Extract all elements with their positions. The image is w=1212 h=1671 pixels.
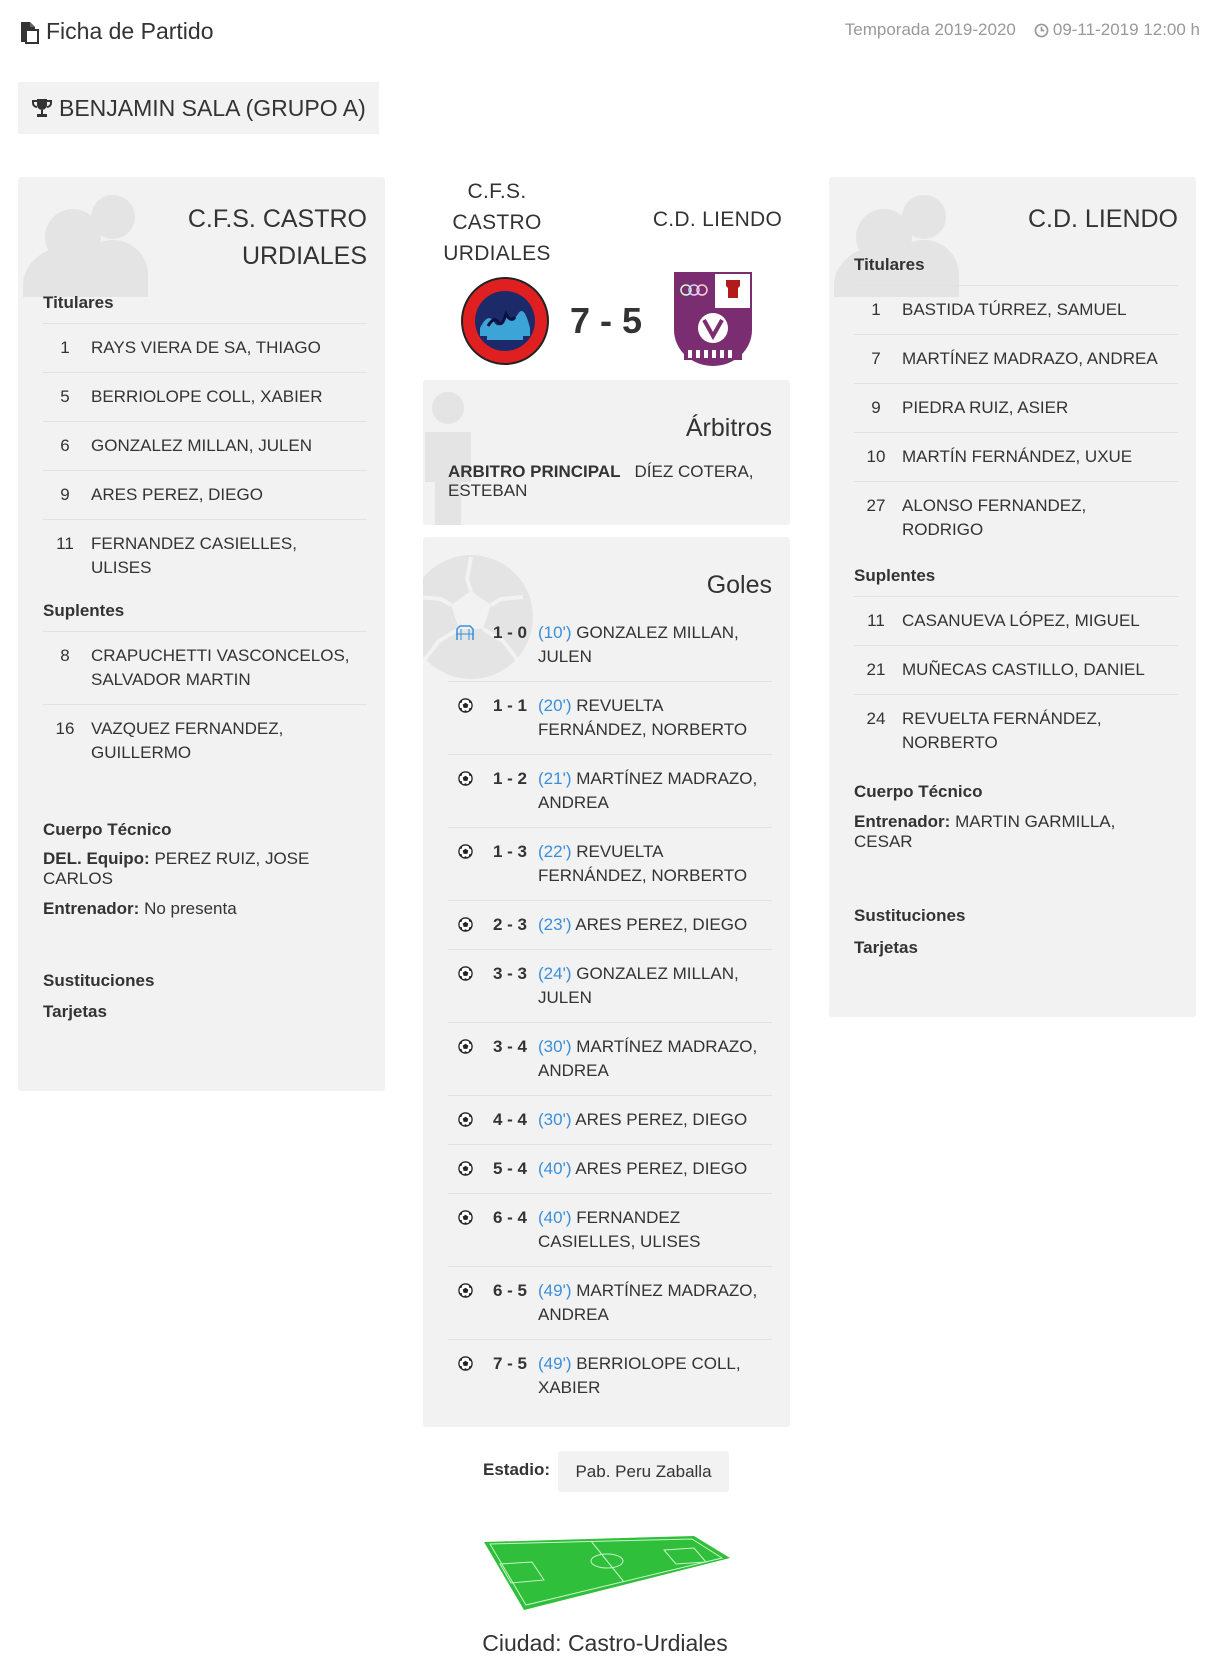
- goal-detail: [538, 1035, 772, 1083]
- home-team-panel: [18, 177, 385, 1091]
- player-name: ARES PEREZ, DIEGO: [91, 485, 263, 504]
- goal-minute: (30'): [538, 1110, 572, 1129]
- player-number: 11: [867, 611, 885, 630]
- page-title: [18, 18, 213, 45]
- goal-scorer: BERRIOLOPE COLL, XABIER: [538, 1354, 741, 1397]
- away-tarjetas-title: Tarjetas: [854, 938, 918, 957]
- goal-minute: (49'): [538, 1281, 572, 1300]
- goal-detail: [538, 1279, 772, 1327]
- goal-detail: [538, 1108, 772, 1132]
- player-number: 9: [871, 398, 881, 417]
- home-titulares-list: [43, 323, 367, 592]
- goal-row: [448, 1144, 772, 1193]
- ball-icon: [448, 1035, 482, 1083]
- competition-badge: [18, 82, 379, 134]
- goal-scorer: REVUELTA FERNÁNDEZ, NORBERTO: [538, 842, 748, 885]
- goal-score: 6 - 5: [492, 1281, 528, 1300]
- trophy-icon: [31, 97, 53, 119]
- goal-score: 1 - 1: [492, 696, 528, 715]
- match-meta: [845, 20, 1200, 40]
- futsal-goal-icon: [448, 621, 482, 669]
- goal-minute: (40'): [538, 1208, 572, 1227]
- stadium-name: Pab. Peru Zaballa: [558, 1451, 729, 1492]
- goal-detail: [538, 962, 772, 1010]
- city-label: Ciudad: Castro-Urdiales: [482, 1630, 728, 1656]
- goal-minute: (22'): [538, 842, 572, 861]
- player-name: MARTÍN FERNÁNDEZ, UXUE: [902, 447, 1133, 466]
- goal-scorer: REVUELTA FERNÁNDEZ, NORBERTO: [538, 696, 748, 739]
- stadium-label: Estadio:: [483, 1460, 551, 1479]
- player-number: 8: [60, 646, 70, 665]
- goal-row: [448, 949, 772, 1022]
- goal-score: 7 - 5: [492, 1354, 528, 1373]
- football-pitch-icon: [484, 1536, 730, 1610]
- season-label: Temporada 2019-2020: [844, 20, 1016, 39]
- goal-scorer: ARES PEREZ, DIEGO: [575, 1159, 748, 1178]
- player-number: 24: [866, 709, 886, 728]
- goal-detail: [538, 840, 772, 888]
- goal-scorer: MARTÍNEZ MADRAZO, ANDREA: [538, 769, 758, 812]
- player-row: [854, 285, 1178, 334]
- player-name: CASANUEVA LÓPEZ, MIGUEL: [902, 611, 1140, 630]
- home-team-name: C.F.S. CASTRO URDIALES: [187, 205, 367, 270]
- away-team-name: C.D. LIENDO: [1027, 205, 1178, 233]
- player-name: BERRIOLOPE COLL, XABIER: [91, 387, 323, 406]
- goal-scorer: FERNANDEZ CASIELLES, ULISES: [538, 1208, 701, 1251]
- player-name: REVUELTA FERNÁNDEZ, NORBERTO: [902, 709, 1102, 752]
- goal-detail: [538, 694, 772, 742]
- away-entrenador: Entrenador: MARTIN GARMILLA, CESAR: [854, 812, 1116, 851]
- player-number: 6: [60, 436, 70, 455]
- player-row: [43, 704, 367, 777]
- ball-icon: [448, 694, 482, 742]
- goal-score: 1 - 2: [492, 769, 528, 788]
- goal-row: [448, 900, 772, 949]
- goal-minute: (24'): [538, 964, 572, 983]
- goals-title: Goles: [706, 571, 772, 599]
- goal-row: [448, 1022, 772, 1095]
- player-number: 10: [866, 447, 886, 466]
- goal-detail: [538, 767, 772, 815]
- goal-detail: [538, 621, 772, 669]
- player-number: 21: [866, 660, 886, 679]
- player-row: [854, 383, 1178, 432]
- player-row: [43, 519, 367, 592]
- ball-icon: [448, 1279, 482, 1327]
- player-number: 1: [60, 338, 70, 357]
- player-name: MARTÍNEZ MADRAZO, ANDREA: [902, 349, 1158, 368]
- ball-icon: [448, 913, 482, 937]
- goal-detail: [538, 913, 772, 937]
- player-row: [43, 323, 367, 372]
- datetime-text: 09-11-2019 12:00 h: [1052, 20, 1200, 39]
- player-number: 5: [60, 387, 70, 406]
- home-suplentes-title: Suplentes: [43, 601, 125, 620]
- goal-minute: (10'): [538, 623, 572, 642]
- away-titulares-title: Titulares: [854, 255, 925, 274]
- home-crest-icon: [460, 276, 550, 366]
- home-entrenador: Entrenador: No presenta: [43, 899, 237, 918]
- player-row: [854, 694, 1178, 767]
- goal-scorer: MARTÍNEZ MADRAZO, ANDREA: [538, 1037, 758, 1080]
- goal-score: 1 - 3: [492, 842, 528, 861]
- home-cuerpo-title: Cuerpo Técnico: [43, 820, 172, 839]
- home-delegado: DEL. Equipo: PEREZ RUIZ, JOSE CARLOS: [43, 849, 310, 888]
- goal-minute: (30'): [538, 1037, 572, 1056]
- goals-panel: [423, 537, 790, 1427]
- player-name: MUÑECAS CASTILLO, DANIEL: [902, 660, 1145, 679]
- referee-principal: ARBITRO PRINCIPAL DÍEZ COTERA, ESTEBAN: [448, 462, 754, 500]
- ball-icon: [448, 767, 482, 815]
- page-title-text: Ficha de Partido: [46, 18, 214, 44]
- player-name: ALONSO FERNANDEZ, RODRIGO: [902, 496, 1087, 539]
- goal-scorer: ARES PEREZ, DIEGO: [575, 1110, 748, 1129]
- player-row: [854, 596, 1178, 645]
- goal-row: [448, 681, 772, 754]
- goal-row: [448, 1339, 772, 1412]
- player-number: 7: [871, 349, 881, 368]
- player-name: GONZALEZ MILLAN, JULEN: [91, 436, 313, 455]
- player-row: [43, 631, 367, 704]
- user-icon: [423, 392, 483, 525]
- away-cuerpo-title: Cuerpo Técnico: [854, 782, 983, 801]
- referees-title: Árbitros: [685, 414, 772, 442]
- ball-icon: [448, 840, 482, 888]
- home-tarjetas-title: Tarjetas: [43, 1002, 107, 1021]
- goal-score: 1 - 0: [492, 623, 528, 642]
- player-name: VAZQUEZ FERNANDEZ, GUILLERMO: [91, 719, 284, 762]
- player-row: [43, 421, 367, 470]
- away-crest-icon: [672, 270, 754, 366]
- goal-row: [448, 827, 772, 900]
- away-suplentes-title: Suplentes: [854, 566, 936, 585]
- goal-minute: (40'): [538, 1159, 572, 1178]
- ball-icon: [448, 1108, 482, 1132]
- goal-score: 3 - 3: [492, 964, 528, 983]
- goal-scorer: GONZALEZ MILLAN, JULEN: [538, 964, 739, 1007]
- goal-row: [448, 754, 772, 827]
- away-sustituciones-title: Sustituciones: [854, 906, 966, 925]
- goal-row: [448, 1193, 772, 1266]
- goal-detail: [538, 1157, 772, 1181]
- clock-icon: [1034, 23, 1049, 38]
- ball-icon: [448, 1206, 482, 1254]
- away-team-header-name: C.D. LIENDO: [652, 208, 783, 231]
- player-name: FERNANDEZ CASIELLES, ULISES: [91, 534, 297, 577]
- player-row: [43, 470, 367, 519]
- home-sustituciones-title: Sustituciones: [43, 971, 155, 990]
- ball-icon: [448, 962, 482, 1010]
- goal-scorer: GONZALEZ MILLAN, JULEN: [538, 623, 739, 666]
- users-icon: [18, 187, 153, 297]
- goal-minute: (21'): [538, 769, 572, 788]
- player-number: 1: [871, 300, 881, 319]
- away-titulares-list: [854, 285, 1178, 554]
- player-number: 16: [55, 719, 75, 738]
- home-titulares-title: Titulares: [43, 293, 114, 312]
- goal-score: 5 - 4: [492, 1159, 528, 1178]
- player-name: RAYS VIERA DE SA, THIAGO: [91, 338, 321, 357]
- document-icon: [18, 20, 40, 44]
- goal-score: 2 - 3: [492, 915, 528, 934]
- goal-minute: (23'): [538, 915, 572, 934]
- player-name: CRAPUCHETTI VASCONCELOS, SALVADOR MARTIN: [91, 646, 350, 689]
- referees-panel: [423, 380, 790, 525]
- away-team-panel: [829, 177, 1196, 1017]
- player-name: BASTIDA TÚRREZ, SAMUEL: [902, 300, 1127, 319]
- goal-row: [448, 1095, 772, 1144]
- goal-score: 3 - 4: [492, 1037, 528, 1056]
- ball-icon: [448, 1157, 482, 1181]
- goal-scorer: ARES PEREZ, DIEGO: [575, 915, 748, 934]
- player-number: 9: [60, 485, 70, 504]
- player-number: 27: [866, 496, 886, 515]
- goal-score: 4 - 4: [492, 1110, 528, 1129]
- goal-score: 6 - 4: [492, 1208, 528, 1227]
- player-row: [854, 334, 1178, 383]
- goal-minute: (49'): [538, 1354, 572, 1373]
- player-name: PIEDRA RUIZ, ASIER: [902, 398, 1069, 417]
- goal-detail: [538, 1206, 772, 1254]
- away-suplentes-list: [854, 596, 1178, 767]
- users-icon: [829, 187, 964, 297]
- goals-list: [448, 609, 772, 1412]
- player-row: [43, 372, 367, 421]
- goal-detail: [538, 1352, 772, 1400]
- goal-row: [448, 609, 772, 681]
- player-row: [854, 481, 1178, 554]
- player-row: [854, 645, 1178, 694]
- ball-icon: [448, 1352, 482, 1400]
- goal-row: [448, 1266, 772, 1339]
- home-suplentes-list: [43, 631, 367, 777]
- goal-minute: (20'): [538, 696, 572, 715]
- goal-scorer: MARTÍNEZ MADRAZO, ANDREA: [538, 1281, 758, 1324]
- match-datetime: [1034, 20, 1200, 40]
- competition-name: BENJAMIN SALA (GRUPO A): [59, 94, 366, 121]
- home-team-header-name: C.F.S. CASTRO URDIALES: [443, 180, 551, 265]
- match-score: 7 - 5: [569, 300, 643, 341]
- player-number: 11: [56, 534, 74, 553]
- player-row: [854, 432, 1178, 481]
